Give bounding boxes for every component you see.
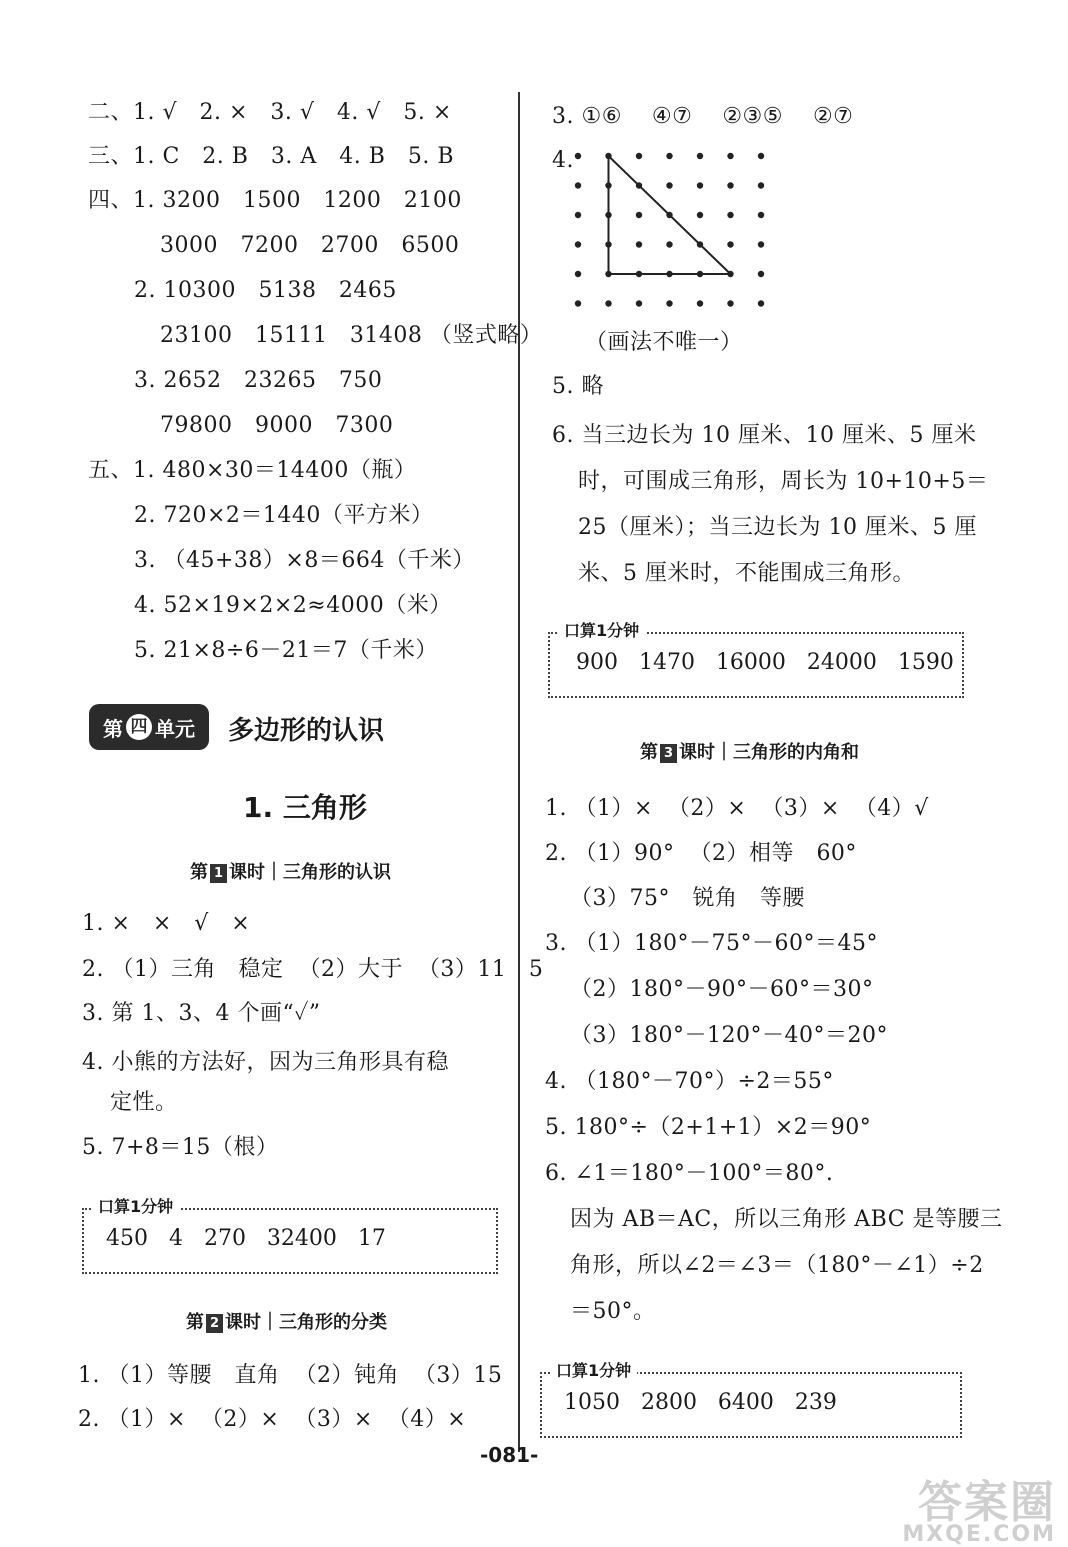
lesson-1-answer-2: 2. （1）三角 稳定 （2）大于 （3）11 5: [82, 957, 544, 982]
grid-dot: [727, 153, 733, 159]
grid-dot: [636, 300, 642, 306]
answer-part-4-2a: 2. 10300 5138 2465: [134, 278, 397, 303]
lesson-1-heading: [190, 858, 391, 884]
dot-grid-triangle-figure: [560, 140, 780, 320]
answer-part-5-5: 5. 21×8÷6－21＝7（千米）: [134, 638, 438, 663]
answer-4-note: （画法不唯一）: [585, 330, 743, 355]
grid-dot: [636, 153, 642, 159]
oral-calc-values: 1050 2800 6400 239: [564, 1390, 837, 1415]
oral-calc-label: 口算1分钟: [550, 1358, 637, 1381]
lesson-1-prefix: 第: [190, 862, 208, 883]
grid-dot: [758, 300, 764, 306]
oral-calc-label: 口算1分钟: [92, 1194, 179, 1217]
lesson-3-answer-5: 5. 180°÷（2+1+1）×2＝90°: [545, 1115, 872, 1140]
grid-dot: [575, 271, 581, 277]
lesson-2-prefix: 第: [186, 1312, 204, 1333]
oral-calc-box-1: [82, 1197, 498, 1274]
lesson-3-heading: [640, 738, 859, 764]
oral-calc-values: 450 4 270 32400 17: [106, 1226, 386, 1251]
grid-dot: [727, 212, 733, 218]
lesson-1-answer-3: 3. 第 1、3、4 个画“✓”: [82, 1001, 321, 1026]
lesson-3-prefix: 第: [640, 742, 658, 763]
triangle-shape: [609, 156, 731, 274]
lesson-2-answer-2: 2. （1）× （2）× （3）× （4）×: [78, 1407, 467, 1432]
answer-6c: 25（厘米）；当三边长为 10 厘米、5 厘: [578, 515, 977, 540]
lesson-2-heading: [186, 1308, 387, 1334]
lesson-3-answer-6a: 6. ∠1＝180°－100°＝80°.: [545, 1161, 834, 1186]
answer-3-right: 3. ①⑥ ④⑦ ②③⑤ ②⑦: [552, 104, 854, 129]
answer-5-right: 5. 略: [552, 374, 604, 399]
oral-calc-values: 900 1470 16000 24000 1590: [576, 650, 954, 675]
watermark-text: 答案圈: [918, 1477, 1056, 1528]
lesson-3-answer-2b: （3）75° 锐角 等腰: [570, 886, 805, 911]
lesson-3-answer-6c: 角形，所以∠2＝∠3＝（180°－∠1）÷2: [570, 1253, 984, 1278]
lesson-1-answer-4b: 定性。: [110, 1090, 178, 1115]
answer-part-3: 三、1. C 2. B 3. A 4. B 5. B: [88, 144, 455, 169]
lesson-3-answer-4: 4. （180°－70°）÷2＝55°: [545, 1069, 834, 1094]
grid-dot: [697, 212, 703, 218]
lesson-3-answer-6d: ＝50°。: [570, 1299, 656, 1324]
answer-part-4-3a: 3. 2652 23265 750: [134, 368, 383, 393]
answer-part-5-1: 五、1. 480×30＝14400（瓶）: [88, 458, 417, 483]
lesson-3-title: 课时｜三角形的内角和: [679, 742, 859, 763]
answer-6b: 时，可围成三角形，周长为 10+10+5＝: [578, 469, 989, 494]
grid-dot: [727, 182, 733, 188]
watermark: [902, 1466, 1056, 1547]
grid-dot: [575, 300, 581, 306]
oral-calc-label: 口算1分钟: [558, 618, 645, 641]
answer-4-label: 4.: [552, 148, 574, 173]
grid-dot: [697, 182, 703, 188]
lesson-1-answer-4a: 4. 小熊的方法好，因为三角形具有稳: [82, 1050, 449, 1075]
section-title: 1. 三角形: [243, 791, 367, 824]
grid-dot: [727, 241, 733, 247]
answer-part-2: 二、1. √ 2. × 3. √ 4. √ 5. ×: [88, 100, 452, 125]
oral-calc-box-2: [548, 621, 964, 698]
answer-6d: 米、5 厘米时，不能围成三角形。: [578, 561, 915, 586]
grid-dot: [636, 212, 642, 218]
grid-dot: [697, 300, 703, 306]
grid-dot: [575, 182, 581, 188]
oral-calc-box-3: [540, 1361, 962, 1438]
watermark-url: MXQE.COM: [902, 1522, 1056, 1547]
lesson-3-number: 3: [660, 744, 677, 763]
lesson-3-answer-3a: 3. （1）180°－75°－60°＝45°: [545, 931, 878, 956]
answer-part-4-3b: 79800 9000 7300: [160, 413, 394, 438]
grid-dot: [758, 182, 764, 188]
unit-number: 四: [126, 714, 152, 740]
lesson-1-number: 1: [210, 864, 227, 883]
grid-dot: [666, 182, 672, 188]
answer-part-4-1a: 四、1. 3200 1500 1200 2100: [88, 188, 462, 213]
grid-dot: [575, 212, 581, 218]
grid-dot: [727, 300, 733, 306]
answer-part-5-3: 3. （45+38）×8＝664（千米）: [134, 548, 475, 573]
grid-dot: [605, 300, 611, 306]
lesson-3-answer-3c: （3）180°－120°－40°＝20°: [570, 1023, 888, 1048]
lesson-1-title: 课时｜三角形的认识: [229, 862, 391, 883]
answer-6a: 6. 当三边长为 10 厘米、10 厘米、5 厘米: [552, 423, 977, 448]
grid-dot: [758, 271, 764, 277]
grid-dot: [758, 212, 764, 218]
answer-part-4-1b: 3000 7200 2700 6500: [160, 233, 460, 258]
lesson-2-number: 2: [206, 1314, 223, 1333]
page-number: -081-: [480, 1443, 539, 1467]
grid-dot: [666, 300, 672, 306]
grid-dot: [666, 241, 672, 247]
grid-dot: [758, 153, 764, 159]
unit-banner: [89, 704, 209, 750]
lesson-3-answer-1: 1. （1）× （2）× （3）× （4）√: [545, 796, 929, 821]
column-divider: [518, 92, 520, 1452]
answer-part-5-4: 4. 52×19×2×2≈4000（米）: [134, 593, 452, 618]
unit-title: 多边形的认识: [228, 716, 385, 746]
grid-dot: [575, 153, 581, 159]
lesson-1-answer-5: 5. 7+8＝15（根）: [82, 1135, 279, 1160]
lesson-3-answer-2a: 2. （1）90° （2）相等 60°: [545, 841, 857, 866]
lesson-3-answer-6b: 因为 AB＝AC，所以三角形 ABC 是等腰三: [570, 1207, 1003, 1232]
grid-dot: [575, 241, 581, 247]
grid-dot: [758, 241, 764, 247]
lesson-2-answer-1: 1. （1）等腰 直角 （2）钝角 （3）15: [78, 1363, 503, 1388]
lesson-1-answer-1: 1. × × √ ×: [82, 911, 251, 936]
lesson-2-title: 课时｜三角形的分类: [225, 1312, 387, 1333]
grid-dot: [697, 153, 703, 159]
unit-suffix: 单元: [155, 716, 195, 741]
answer-part-4-2b: 23100 15111 31408 （竖式略）: [160, 323, 543, 348]
grid-dot: [636, 241, 642, 247]
lesson-3-answer-3b: （2）180°－90°－60°＝30°: [570, 977, 874, 1002]
answer-part-5-2: 2. 720×2＝1440（平方米）: [134, 503, 434, 528]
unit-prefix: 第: [103, 716, 123, 741]
grid-dot: [666, 153, 672, 159]
